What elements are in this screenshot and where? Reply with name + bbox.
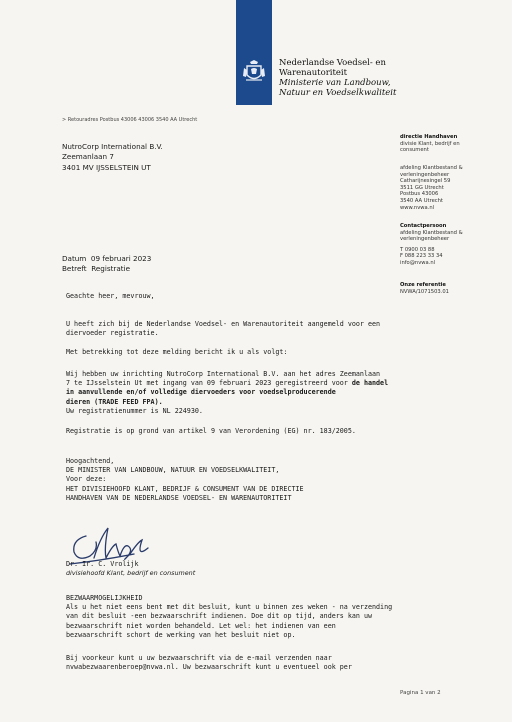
page-number: Pagina 1 van 2 (400, 690, 441, 696)
subject-label: Betreft (62, 264, 87, 274)
contact-fax: F 088 223 33 34 (400, 253, 443, 260)
contact-heading: Contactpersoon (400, 223, 447, 229)
salutation: Geachte heer, mevrouw, (66, 292, 155, 300)
text-line: U heeft zich bij de Nederlandse Voedsel- en Warenautoriteit aangemeld voor een (66, 320, 381, 328)
text-line: nvwabezwaarenberoep@nvwa.nl. Uw bezwaarschrift kunt u eventueel ook per (66, 663, 352, 672)
text-line: bezwaarschrift niet worden behandeld. Let wel: het indienen van een (66, 621, 336, 630)
contact-email[interactable]: info@nvwa.nl (400, 259, 436, 266)
text-line: Als u het niet eens bent met dit besluit, kunt u binnen zes weken - na verzending (66, 603, 393, 612)
logo-band (236, 0, 272, 105)
paragraph-announce: Met betrekking tot deze melding bericht ik u als volgt: (66, 348, 288, 356)
recipient-street: Zeemanlaan 7 (62, 152, 114, 162)
org-line-1: Nederlandse Voedsel- en (279, 58, 386, 68)
contact-line: afdeling Klantbestand & (400, 229, 463, 236)
dept-heading: directie Handhaven (400, 134, 458, 140)
sub-line: verleningenbeheer (400, 171, 450, 178)
text-line: diervoeder registratie. (66, 329, 159, 338)
recipient-name: NutroCorp International B.V. (62, 142, 163, 151)
postbus: Postbus 43006 (400, 191, 439, 198)
contact-line: verleningenbeheer (400, 236, 450, 243)
sidebar-address (400, 165, 500, 211)
signer-block (66, 560, 195, 578)
text-bold: de handel (351, 379, 389, 388)
recipient-address (62, 142, 163, 173)
dept-line: consument (400, 147, 429, 154)
signer-name: Dr. Ir. C. Vrolijk (66, 560, 139, 568)
sidebar-contact (400, 223, 500, 267)
closing-block (66, 457, 304, 503)
sub-line: afdeling Klantbestand & (400, 165, 463, 171)
organisation-name (279, 58, 396, 98)
subject-value: Registratie (91, 264, 131, 274)
letter-meta (62, 254, 151, 275)
objection-section (66, 594, 392, 640)
postbus-postcode: 3540 AA Utrecht (400, 197, 443, 204)
sidebar-reference (400, 282, 500, 295)
text-line: van dit besluit -een bezwaarschrift indienen. Doe dit op tijd, anders kan uw (66, 612, 372, 621)
text-line: Bij voorkeur kunt u uw bezwaarschrift via de e-mail verzenden naar (66, 654, 332, 662)
org-line-3: Ministerie van Landbouw, (279, 78, 391, 88)
recipient-city: 3401 MV IJSSELSTEIN UT (62, 162, 151, 172)
visit-street: Catharijnesingel 59 (400, 178, 451, 185)
paragraph-intro (66, 320, 380, 338)
crest-icon (243, 60, 265, 84)
text-bold: in aanvullende en/of volledige diervoeders voor voedselproducerende (66, 388, 336, 397)
website-link[interactable]: www.nvwa.nl (400, 204, 435, 211)
paragraph-legal-basis: Registratie is op grond van artikel 9 van Verordening (EG) nr. 183/2005. (66, 427, 356, 435)
closing-line: DE MINISTER VAN LANDBOUW, NATUUR EN VOEDSELKWALITEIT, (66, 466, 280, 475)
dept-line: divisie Klant, bedrijf en (400, 140, 460, 147)
paragraph-registration (66, 370, 388, 416)
org-line-4: Natuur en Voedselkwaliteit (279, 88, 397, 98)
text-line: 7 te IJsselstein Ut met ingang van 09 februari 2023 geregistreerd voor (66, 379, 352, 388)
closing-line: HANDHAVEN VAN DE NEDERLANDSE VOEDSEL- EN WARENAUTORITEIT (66, 493, 292, 502)
objection-heading: BEZWAARMOGELIJKHEID (66, 594, 143, 602)
text-line: bezwaarschrift schort de werking van het besluit niet op. (66, 630, 296, 639)
date-label: Datum (62, 254, 87, 263)
objection-email (66, 654, 352, 672)
org-line-2: Warenautoriteit (279, 68, 348, 78)
registration-number: Uw registratienummer is NL 224930. (66, 406, 203, 415)
contact-phone: T 0900 03 88 (400, 246, 435, 253)
reference-heading: Onze referentie (400, 282, 446, 288)
sidebar-department (400, 134, 500, 154)
date-value: 09 februari 2023 (90, 254, 152, 263)
closing-line: Hoogachtend, (66, 457, 115, 465)
reference-value: NVWA/1071503.01 (400, 288, 449, 295)
text-line: Wij hebben uw inrichting NutroCorp International B.V. aan het adres Zeemanlaan (66, 370, 381, 378)
closing-line: HET DIVISIEHOOFD KLANT, BEDRIJF & CONSUMENT VAN DE DIRECTIE (66, 484, 304, 493)
return-address: > Retouradres Postbus 43006 43006 3540 AA Utrecht (62, 117, 198, 123)
visit-postcode: 3511 GG Utrecht (400, 184, 444, 191)
signer-title: divisiehoofd Klant, bedrijf en consument (66, 569, 196, 578)
closing-line: Voor deze: (66, 475, 107, 484)
text-bold: dieren (TRADE FEED FPA). (66, 397, 163, 406)
